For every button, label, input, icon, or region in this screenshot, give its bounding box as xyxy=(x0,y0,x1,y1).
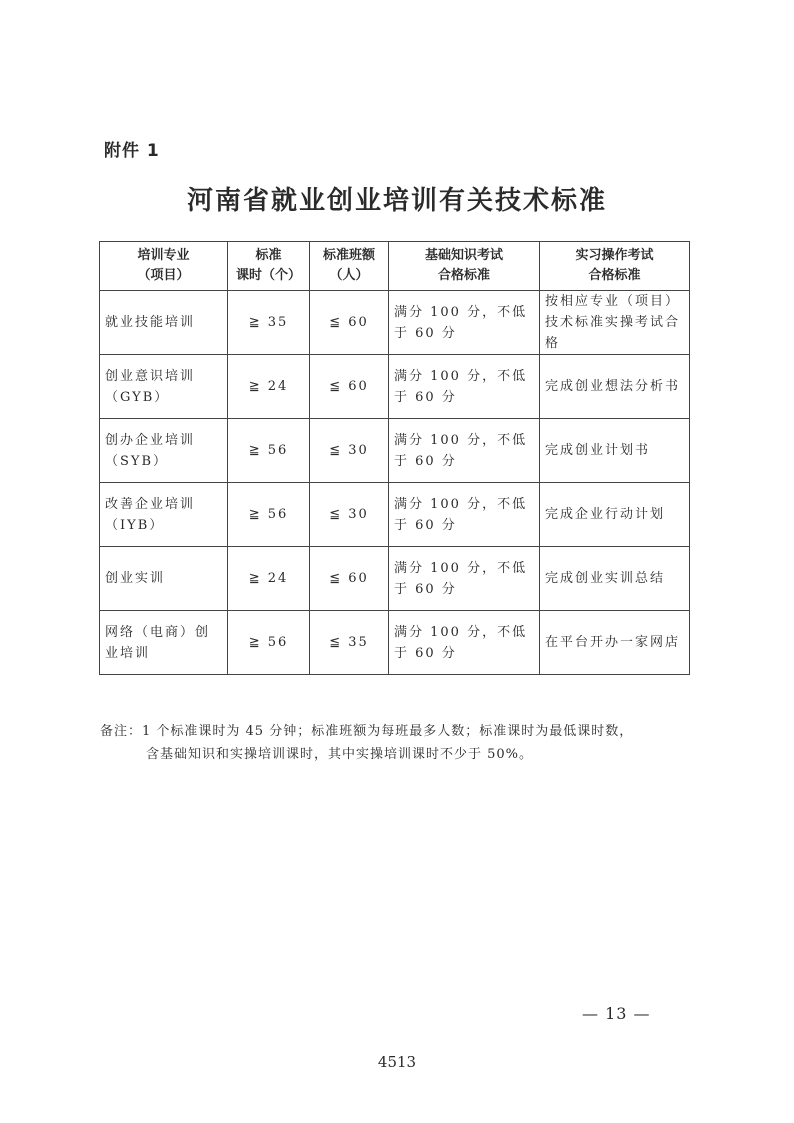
cell-theory: 满分 100 分，不低于 60 分 xyxy=(389,483,540,547)
footnote-line2: 含基础知识和实操培训课时，其中实操培训课时不少于 50%。 xyxy=(146,747,534,762)
cell-theory: 满分 100 分，不低于 60 分 xyxy=(389,547,540,611)
cell-practice: 完成创业实训总结 xyxy=(540,547,690,611)
cell-major: 网络（电商）创业培训 xyxy=(100,611,228,675)
cell-class-size: ≦ 30 xyxy=(310,483,389,547)
document-title: 河南省就业创业培训有关技术标准 xyxy=(186,186,607,216)
cell-hours: ≧ 24 xyxy=(228,547,310,611)
cell-hours: ≧ 24 xyxy=(228,355,310,419)
cell-practice: 完成创业计划书 xyxy=(540,419,690,483)
cell-theory: 满分 100 分，不低于 60 分 xyxy=(389,291,540,355)
header-hours: 标准 课时（个） xyxy=(228,242,310,291)
table-row xyxy=(100,291,690,355)
cell-major: 创业意识培训（GYB） xyxy=(100,355,228,419)
cell-practice: 在平台开办一家网店 xyxy=(540,611,690,675)
cell-class-size: ≦ 60 xyxy=(310,355,389,419)
cell-hours: ≧ 35 xyxy=(228,291,310,355)
page-number: — 13 — xyxy=(582,1004,651,1023)
cell-hours: ≧ 56 xyxy=(228,611,310,675)
table-row xyxy=(100,355,690,419)
cell-class-size: ≦ 60 xyxy=(310,547,389,611)
table-header-row xyxy=(100,242,690,291)
header-theory-exam: 基础知识考试 合格标准 xyxy=(389,242,540,291)
cell-hours: ≧ 56 xyxy=(228,483,310,547)
footnote xyxy=(100,720,700,766)
cell-practice: 完成创业想法分析书 xyxy=(540,355,690,419)
cell-practice: 完成企业行动计划 xyxy=(540,483,690,547)
header-practice-exam: 实习操作考试 合格标准 xyxy=(540,242,690,291)
table-row xyxy=(100,419,690,483)
header-major: 培训专业 （项目） xyxy=(100,242,228,291)
cell-practice: 按相应专业（项目）技术标准实操考试合格 xyxy=(540,291,690,355)
cell-class-size: ≦ 30 xyxy=(310,419,389,483)
attachment-label: 附件 1 xyxy=(104,141,160,161)
cell-hours: ≧ 56 xyxy=(228,419,310,483)
footer-number: 4513 xyxy=(377,1053,417,1071)
cell-major: 改善企业培训（IYB） xyxy=(100,483,228,547)
cell-theory: 满分 100 分，不低于 60 分 xyxy=(389,355,540,419)
header-class-size: 标准班额 （人） xyxy=(310,242,389,291)
table-row xyxy=(100,611,690,675)
cell-theory: 满分 100 分，不低于 60 分 xyxy=(389,611,540,675)
cell-major: 创业实训 xyxy=(100,547,228,611)
table-row xyxy=(100,547,690,611)
cell-major: 就业技能培训 xyxy=(100,291,228,355)
footnote-line1: 备注：1 个标准课时为 45 分钟；标准班额为每班最多人数；标准课时为最低课时数， xyxy=(100,724,634,739)
cell-class-size: ≦ 35 xyxy=(310,611,389,675)
cell-theory: 满分 100 分，不低于 60 分 xyxy=(389,419,540,483)
table-row xyxy=(100,483,690,547)
standards-table xyxy=(99,241,690,675)
cell-major: 创办企业培训（SYB） xyxy=(100,419,228,483)
cell-class-size: ≦ 60 xyxy=(310,291,389,355)
